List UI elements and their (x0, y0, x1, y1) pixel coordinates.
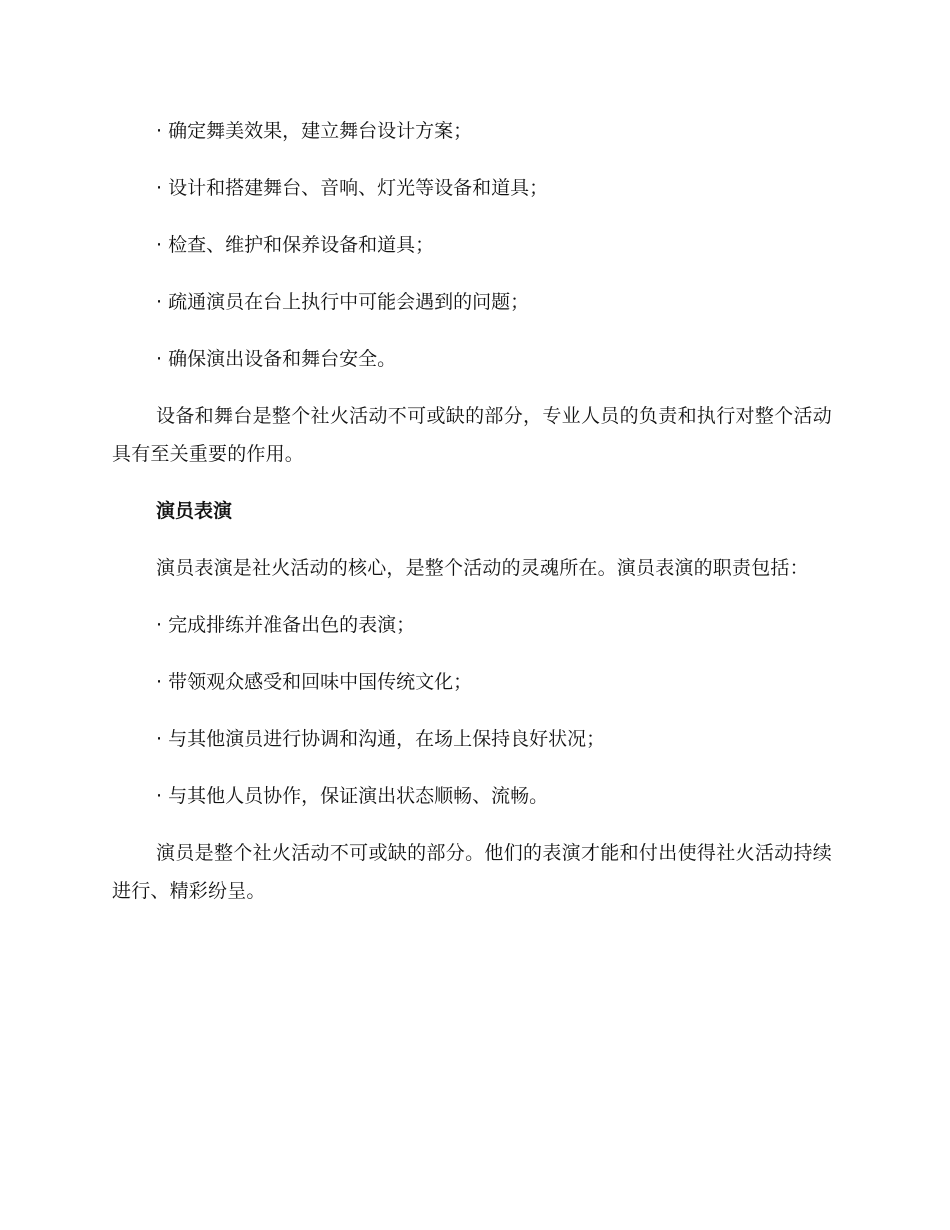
bullet-item: · 疏通演员在台上执行中可能会遇到的问题； (156, 291, 530, 313)
intro-paragraph: 演员表演是社火活动的核心，是整个活动的灵魂所在。演员表演的职责包括： (156, 557, 809, 579)
section-heading: 演员表演 (156, 500, 233, 522)
bullet-item: · 确定舞美效果，建立舞台设计方案； (156, 120, 473, 142)
bullet-item: · 与其他人员协作，保证演出状态顺畅、流畅。 (156, 785, 549, 807)
document-body (112, 112, 832, 929)
bullet-item: · 设计和搭建舞台、音响、灯光等设备和道具； (156, 177, 549, 199)
bullet-item: · 确保演出设备和舞台安全。 (156, 348, 397, 370)
section-actor-performance (112, 492, 832, 910)
bullet-item: · 完成排练并准备出色的表演； (156, 614, 416, 636)
summary-paragraph: 设备和舞台是整个社火活动不可或缺的部分，专业人员的负责和执行对整个活动具有至关重要的作用。 (112, 405, 832, 465)
bullet-item: · 带领观众感受和回味中国传统文化； (156, 671, 473, 693)
bullet-item: · 检查、维护和保养设备和道具； (156, 234, 435, 256)
section-stage-equipment (112, 112, 832, 473)
bullet-item: · 与其他演员进行协调和沟通，在场上保持良好状况； (156, 728, 606, 750)
summary-paragraph: 演员是整个社火活动不可或缺的部分。他们的表演才能和付出使得社火活动持续进行、精彩纷呈。 (112, 842, 832, 902)
